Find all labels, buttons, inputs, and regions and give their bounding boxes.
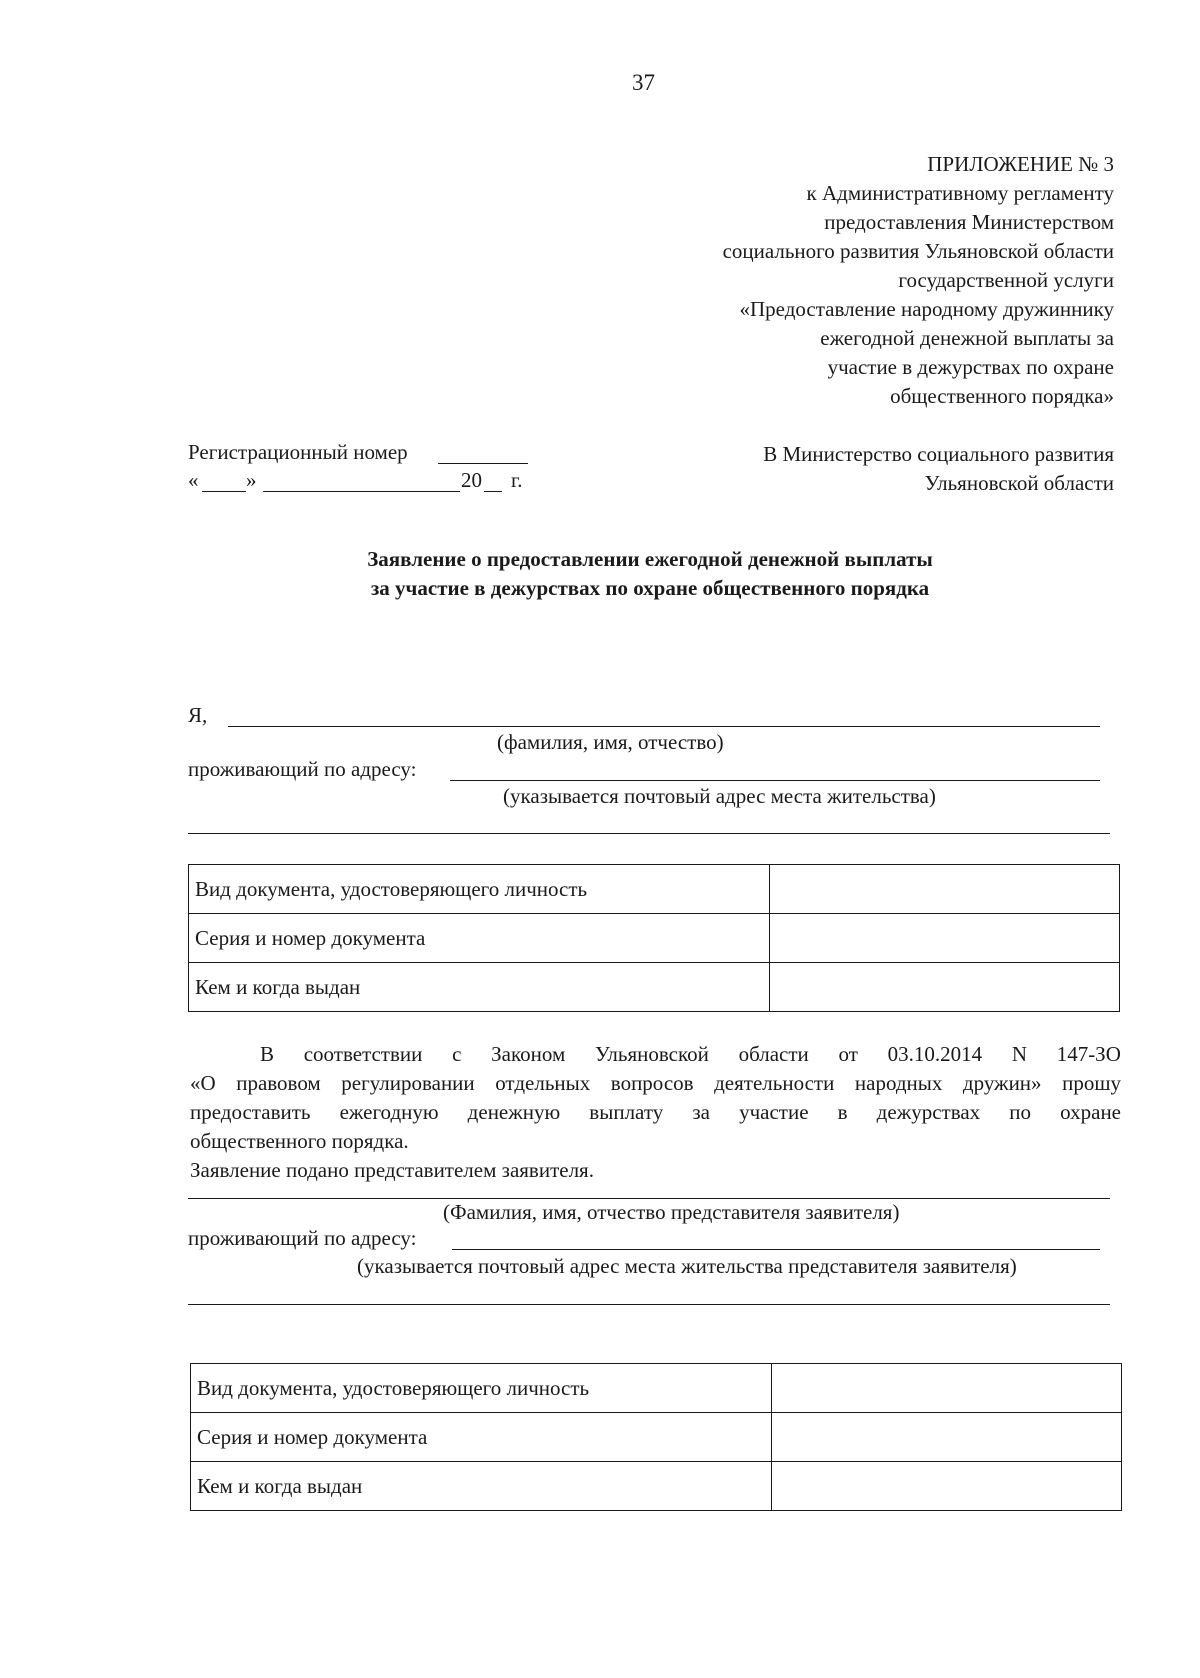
body-line-2: «О правовом регулировании отдельных вопросов деятельности народных дружин» прошу <box>190 1071 1121 1095</box>
table-cell-label: Серия и номер документа <box>189 914 770 963</box>
table-cell-label: Серия и номер документа <box>191 1413 772 1462</box>
registration-number-field[interactable] <box>438 463 528 464</box>
appendix-line: «Предоставление народному дружиннику <box>739 297 1114 321</box>
date-day-field[interactable] <box>202 491 246 492</box>
appendix-line: общественного порядка» <box>890 384 1114 408</box>
body-word: 03.10.2014 <box>887 1042 983 1066</box>
applicant-address-caption: (указывается почтовый адрес места жительства) <box>503 784 936 808</box>
representative-address-label: проживающий по адресу: <box>188 1226 417 1250</box>
body-paragraph <box>190 1040 1121 1185</box>
registration-number-label: Регистрационный номер <box>188 440 408 464</box>
applicant-address-field[interactable] <box>450 780 1100 781</box>
date-year-prefix: 20 <box>461 468 482 492</box>
body-word: В <box>260 1042 275 1066</box>
heading-line: за участие в дежурствах по охране общественного порядка <box>370 576 930 600</box>
heading-line: Заявление о предоставлении ежегодной денежной выплаты <box>367 547 933 571</box>
table-cell-label: Вид документа, удостоверяющего личность <box>191 1364 772 1413</box>
representative-address-field-2[interactable] <box>188 1304 1110 1305</box>
applicant-address-label: проживающий по адресу: <box>188 757 417 781</box>
appendix-line: к Административному регламенту <box>806 181 1114 205</box>
applicant-address-field-2[interactable] <box>188 833 1110 834</box>
table-row <box>191 1413 1122 1462</box>
date-month-field[interactable] <box>263 491 460 492</box>
table-row <box>191 1462 1122 1511</box>
body-line-1 <box>190 1040 1121 1069</box>
table-cell-value[interactable] <box>770 914 1120 963</box>
body-word: 147-ЗО <box>1056 1042 1121 1066</box>
appendix-line: социального развития Ульяновской области <box>722 239 1114 263</box>
appendix-line: государственной услуги <box>898 268 1114 292</box>
addressee-block <box>763 440 1114 498</box>
date-year-suffix: г. <box>511 468 523 492</box>
body-word: Законом <box>491 1042 566 1066</box>
table-row <box>191 1364 1122 1413</box>
representative-fio-caption: (Фамилия, имя, отчество представителя заявителя) <box>443 1200 900 1224</box>
representative-address-field[interactable] <box>452 1249 1100 1250</box>
date-open-quote: « <box>188 468 199 492</box>
applicant-fio-field[interactable] <box>228 726 1100 727</box>
page-number: 37 <box>632 70 655 95</box>
date-close-quote: » <box>246 468 257 492</box>
table-row <box>189 865 1120 914</box>
body-word: соответствии <box>303 1042 423 1066</box>
table-cell-label: Кем и когда выдан <box>191 1462 772 1511</box>
body-word: области <box>738 1042 809 1066</box>
appendix-line: ежегодной денежной выплаты за <box>820 326 1114 350</box>
table-cell-value[interactable] <box>772 1462 1122 1511</box>
identity-document-table <box>188 864 1120 1012</box>
addressee-line: В Министерство социального развития <box>763 442 1114 466</box>
representative-fio-field[interactable] <box>188 1198 1110 1199</box>
body-line-4: общественного порядка. <box>190 1129 409 1153</box>
table-cell-value[interactable] <box>772 1413 1122 1462</box>
table-cell-value[interactable] <box>772 1364 1122 1413</box>
body-word: от <box>838 1042 858 1066</box>
body-line-3: предоставить ежегодную денежную выплату за участие в дежурствах по охране <box>190 1100 1121 1124</box>
appendix-title: ПРИЛОЖЕНИЕ № 3 <box>927 152 1114 176</box>
table-cell-label: Вид документа, удостоверяющего личность <box>189 865 770 914</box>
table-cell-value[interactable] <box>770 865 1120 914</box>
applicant-i-label: Я, <box>188 703 208 727</box>
representative-document-table <box>190 1363 1122 1511</box>
table-cell-label: Кем и когда выдан <box>189 963 770 1012</box>
table-row <box>189 914 1120 963</box>
addressee-line: Ульяновской области <box>924 471 1114 495</box>
body-word: с <box>452 1042 462 1066</box>
appendix-line: предоставления Министерством <box>824 210 1114 234</box>
date-year-field[interactable] <box>484 491 502 492</box>
appendix-block <box>723 150 1114 411</box>
appendix-line: участие в дежурствах по охране <box>827 355 1114 379</box>
body-line-5: Заявление подано представителем заявителя. <box>190 1158 594 1182</box>
body-word: N <box>1011 1042 1027 1066</box>
table-row <box>189 963 1120 1012</box>
body-word: Ульяновской <box>594 1042 709 1066</box>
table-cell-value[interactable] <box>770 963 1120 1012</box>
document-heading <box>190 545 1110 603</box>
applicant-fio-caption: (фамилия, имя, отчество) <box>497 730 724 754</box>
representative-address-caption: (указывается почтовый адрес места жительства представителя заявителя) <box>357 1254 1017 1278</box>
